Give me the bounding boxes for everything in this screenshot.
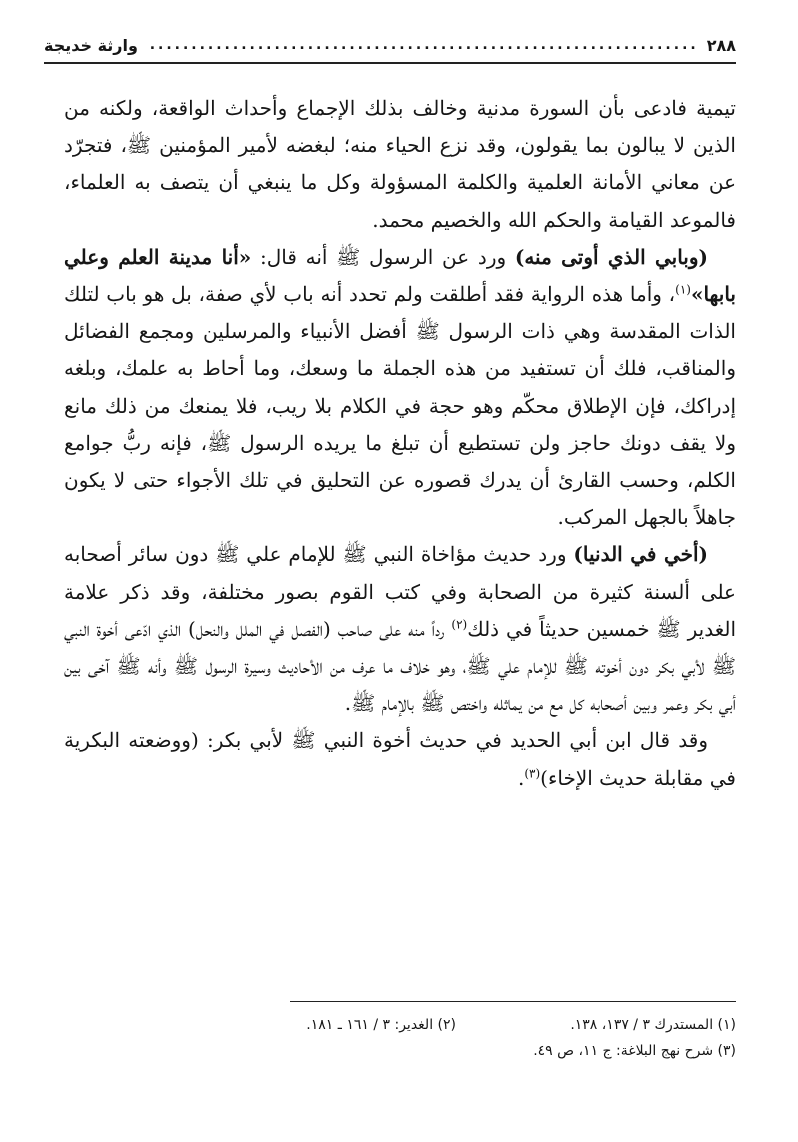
footnote-1: (١) المستدرك ٣ / ١٣٧، ١٣٨. — [570, 1017, 736, 1033]
header-dot-leader — [146, 37, 699, 53]
footnote-2: (٢) الغدير: ٣ / ١٦١ ـ ١٨١. — [306, 1017, 456, 1033]
paragraph-3 — [64, 536, 736, 722]
paragraph-4-text: وقد قال ابن أبي الحديد في حديث أخوة النبي ﷺ لأبي بكر: (ووضعته البكرية في مقابلة حديث الإخاء) — [64, 728, 736, 790]
paragraph-4-end: . — [517, 765, 525, 790]
paragraph-3-text-a: ورد حديث مؤاخاة النبي ﷺ للإمام علي ﷺ دون سائر أصحابه على ألسنة كثيرة من الصحابة وفي كتب القوم بصور مختلفة، وقد ذكر علامة الغدير ﷺ خمسين حديثاً في ذلك — [64, 542, 737, 641]
hadith-quote: «أنا مدينة العلم وعلي بابها» — [64, 244, 736, 307]
paragraph-2-heading: (وبابي الذي أوتى منه) — [514, 244, 708, 269]
paragraph-2-text-a: ورد عن الرسول ﷺ أنه قال: — [251, 244, 515, 269]
page-number: ٢٨٨ — [706, 35, 736, 55]
footnote-ref-2[interactable]: (٢) — [451, 617, 468, 632]
header-rule — [44, 62, 736, 64]
footnotes — [200, 1012, 736, 1064]
footnote-rule — [290, 1001, 736, 1002]
footnote-ref-1[interactable]: (١) — [675, 282, 691, 297]
paragraph-2 — [64, 239, 736, 537]
footnote-row-2 — [200, 1038, 736, 1064]
paragraph-2-text-b: ، وأما هذه الرواية فقد أطلقت ولم تحدد أنه باب لأي صفة، بل هو باب لتلك الذات المقدسة وهي ذات الرسول ﷺ أفضل الأنبياء والمرسلين ومجمع الفضائل والمناقب، فلك أن تستفيد من هذه الجملة ما وسعك، وما أحاط به علمك، وبلغه إدراكك، فإن الإطلاق محكّم وهو حجة في الكلام بلا ريب، فلا يمنعك من ذلك مانع ولا يقف دونك حاجز ولن تستطيع أن تبلغ ما يريده الرسول ﷺ، فإنه ربُّ جوامع الكلم، وحسب القارئ أن يدرك قصوره عن التحليق في تلك الأجواء حتى لا يكون جاهلاً بالجهل المركب. — [64, 282, 736, 530]
running-title: وارثة خديجة — [44, 35, 138, 55]
footnote-3: (٣) شرح نهج البلاغة: ج ١١، ص ٤٩. — [533, 1043, 736, 1059]
paragraph-1 — [64, 90, 736, 239]
footnote-ref-3[interactable]: (٣) — [524, 766, 541, 780]
paragraph-4 — [64, 722, 736, 796]
paragraph-3-heading: (أخي في الدنيا) — [573, 542, 709, 567]
body-text — [64, 90, 736, 797]
paragraph-1-text: تيمية فادعى بأن السورة مدنية وخالف بذلك الإجماع وأحداث الواقعة، ولكنه من الذين لا يبالون بما يقولون، وقد نزع الحياء منه؛ لبغضه لأمير المؤمنين ﷺ، فتجرّد عن معاني الأمانة العلمية والكلمة المسؤولة وكل ما ينبغي أن يتصف به العلماء، فالموعد القيامة والحكم الله والخصيم محمد. — [64, 96, 736, 232]
paragraph-3-text-b: رداً منه على صاحب (الفصل في الملل والنحل) الذي ادّعى أخوة النبي ﷺ لأبي بكر دون أخوته ﷺ للإمام علي ﷺ، وهو خلاف ما عرف من الأحاديث وسيرة الرسول ﷺ وأنه ﷺ آخى بين أبي بكر وعمر وبين أصحابه كل مع من يماثله واختص ﷺ بالإمام ﷺ. — [64, 616, 736, 716]
page-header — [44, 30, 736, 60]
footnote-row-1 — [200, 1012, 736, 1038]
